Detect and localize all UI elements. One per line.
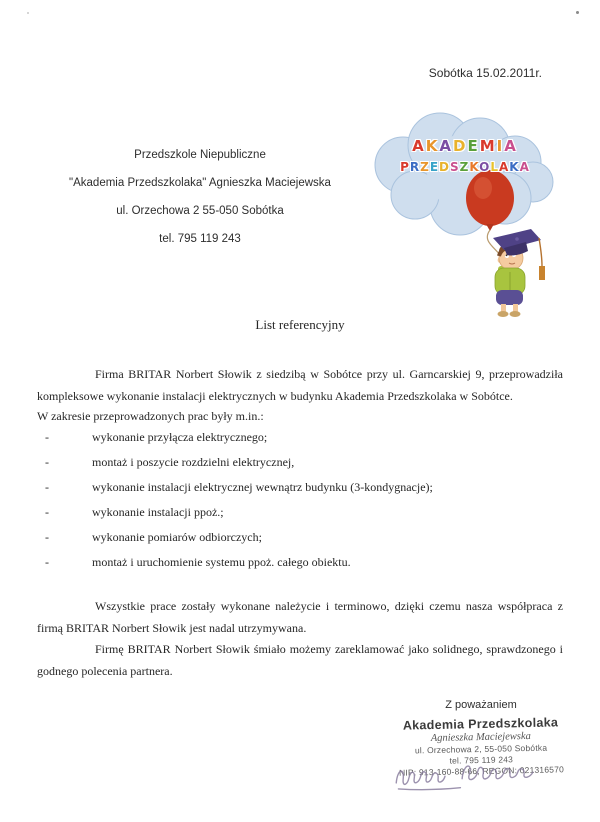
stamp-phone: tel. 795 119 243 xyxy=(449,754,514,766)
boy-figure xyxy=(493,229,545,317)
bullet-dash: - xyxy=(45,480,49,494)
list-item-text: montaż i poszycie rozdzielni elektrycznej, xyxy=(92,455,295,469)
list-item-text: wykonanie instalacji ppoż.; xyxy=(92,505,224,519)
sender-phone: tel. 795 119 243 xyxy=(159,233,241,245)
list-item-text: wykonanie pomiarów odbiorczych; xyxy=(92,530,262,544)
scan-artifact xyxy=(576,11,579,14)
bullet-dash: - xyxy=(45,430,49,444)
sender-block xyxy=(34,142,366,254)
stamp-person-name: Agnieszka Maciejewska xyxy=(430,730,531,745)
list-item xyxy=(37,530,567,555)
handwritten-signature xyxy=(387,753,574,797)
intro-paragraph: Firma BRITAR Norbert Słowik z siedzibą w Sobótce przy ul. Garncarskiej 9, przeprowadziła kompleksowe wykonanie instalacji elektrycznych w budynku Akademia Przedszkolaka w Sobótce. xyxy=(37,367,563,403)
salutation: Z poważaniem xyxy=(445,699,517,711)
sender-name: "Akademia Przedszkolaka" Agnieszka Maciejewska xyxy=(69,177,331,189)
bullet-dash: - xyxy=(45,455,49,469)
stamp-address: ul. Orzechowa 2, 55-050 Sobótka xyxy=(414,742,548,756)
balloon-highlight xyxy=(474,177,492,199)
closing-paragraph-1: Wszystkie prace zostały wykonane należycie i terminowo, dzięki czemu nasza współpraca z firmą BRITAR Norbert Słowik jest nadal utrzymywana. xyxy=(37,599,563,635)
list-item xyxy=(37,430,567,455)
sender-address: ul. Orzechowa 2 55-050 Sobótka xyxy=(116,205,284,217)
closing-paragraph-2: Firmę BRITAR Norbert Słowik śmiało możemy zareklamować jako solidnego, sprawdzonego i godnego polecenia partnera. xyxy=(37,642,563,678)
bullet-dash: - xyxy=(45,530,49,544)
work-items-list xyxy=(37,430,567,580)
list-item xyxy=(37,480,567,505)
balloon-knot xyxy=(486,224,494,231)
bullet-dash: - xyxy=(45,505,49,519)
list-item-text: wykonanie instalacji elektrycznej wewnątrz budynku (3-kondygnacje); xyxy=(92,480,433,494)
stamp-company-name: Akademia Przedszkolaka xyxy=(402,715,559,733)
list-item xyxy=(37,455,567,480)
letter-date: Sobótka 15.02.2011r. xyxy=(428,66,542,80)
stamp-nip-regon: NIP: 913-160-88-66, REGON: 021316570 xyxy=(398,764,565,778)
list-item-text: montaż i uruchomienie systemu ppoż. całego obiektu. xyxy=(92,555,351,569)
logo-title-line1: AKADEMIA xyxy=(412,137,518,155)
scope-intro: W zakresie przeprowadzonych prac były m.in.: xyxy=(37,409,264,423)
signature-block xyxy=(396,699,566,776)
preschool-logo xyxy=(365,110,565,322)
balloon-icon xyxy=(466,170,514,226)
document-title: List referencyjny xyxy=(255,317,345,332)
list-item xyxy=(37,505,567,530)
sender-institution: Przedszkole Niepubliczne xyxy=(134,149,266,161)
list-item xyxy=(37,555,567,580)
scan-artifact xyxy=(27,12,29,14)
bullet-dash: - xyxy=(45,555,49,569)
logo-title-line2: PRZEDSZKOLAKA xyxy=(400,160,530,174)
cloud-shape xyxy=(375,113,553,235)
list-item-text: wykonanie przyłącza elektrycznego; xyxy=(92,430,268,444)
